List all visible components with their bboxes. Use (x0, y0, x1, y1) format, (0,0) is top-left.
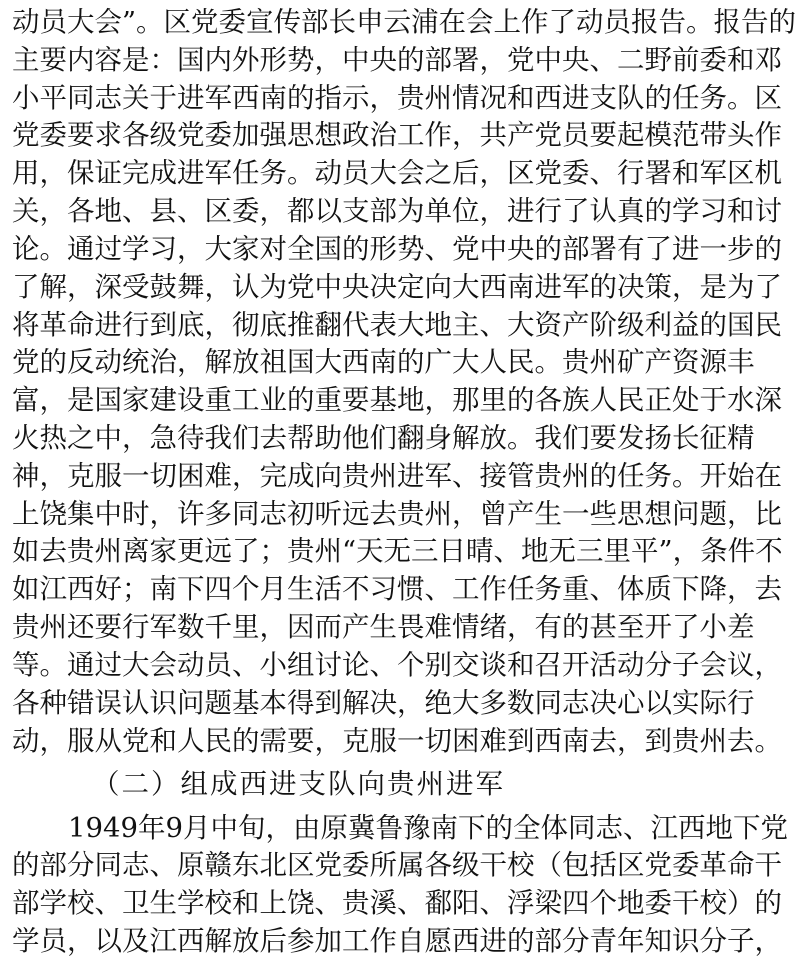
text-line: 党的反动统治，解放祖国大西南的广大人民。贵州矿产资源丰 (12, 346, 755, 378)
text-line: 部学校、卫生学校和上饶、贵溪、鄱阳、浮梁四个地委干校）的 (12, 887, 782, 919)
text-line: 如江西好；南下四个月生活不习惯、工作任务重、体质下降，去 (12, 573, 782, 605)
text-line: 富，是国家建设重工业的重要基地，那里的各族人民正处于水深 (12, 384, 782, 416)
section-heading: （二）组成西进支队向贵州进军 (92, 768, 505, 800)
text-line: 如去贵州离家更远了；贵州“天无三日晴、地无三里平”，条件不 (12, 535, 783, 567)
text-line: 论。通过学习，大家对全国的形势、党中央的部署有了进一步的 (12, 233, 782, 265)
text-line: 党委要求各级党委加强思想政治工作，共产党员要起模范带头作 (12, 119, 782, 151)
text-line: 各种错误认识问题基本得到解决，绝大多数同志决心以实际行 (12, 687, 755, 719)
text-line: 用，保证完成进军任务。动员大会之后，区党委、行署和军区机 (12, 157, 782, 189)
text-line: 贵州还要行军数千里，因而产生畏难情绪，有的甚至开了小差 (12, 611, 755, 643)
text-line: 等。通过大会动员、小组讨论、个别交谈和召开活动分子会议， (12, 649, 782, 681)
text-line: 关，各地、县、区委，都以支部为单位，进行了认真的学习和讨 (12, 195, 782, 227)
text-line: 小平同志关于进军西南的指示，贵州情况和西进支队的任务。区 (12, 82, 782, 114)
text-line: 神，克服一切困难，完成向贵州进军、接管贵州的任务。开始在 (12, 460, 782, 492)
text-line: 的部分同志、原赣东北区党委所属各级干校（包括区党委革命干 (12, 849, 782, 881)
text-line: 了解，深受鼓舞，认为党中央决定向大西南进军的决策，是为了 (12, 271, 782, 303)
text-line: 1949年9月中旬，由原冀鲁豫南下的全体同志、江西地下党 (68, 812, 788, 844)
text-line: 火热之中，急待我们去帮助他们翻身解放。我们要发扬长征精 (12, 422, 755, 454)
text-line: 动员大会”。区党委宣传部长申云浦在会上作了动员报告。报告的 (12, 6, 796, 38)
text-line: 学员，以及江西解放后参加工作自愿西进的部分青年知识分子， (12, 925, 782, 957)
text-line: 动，服从党和人民的需要，克服一切困难到西南去，到贵州去。 (12, 725, 782, 757)
text-line: 主要内容是：国内外形势，中央的部署，党中央、二野前委和邓 (12, 44, 782, 76)
text-line: 上饶集中时，许多同志初听远去贵州，曾产生一些思想问题，比 (12, 498, 782, 530)
text-line: 将革命进行到底，彻底推翻代表大地主、大资产阶级利益的国民 (12, 309, 782, 341)
